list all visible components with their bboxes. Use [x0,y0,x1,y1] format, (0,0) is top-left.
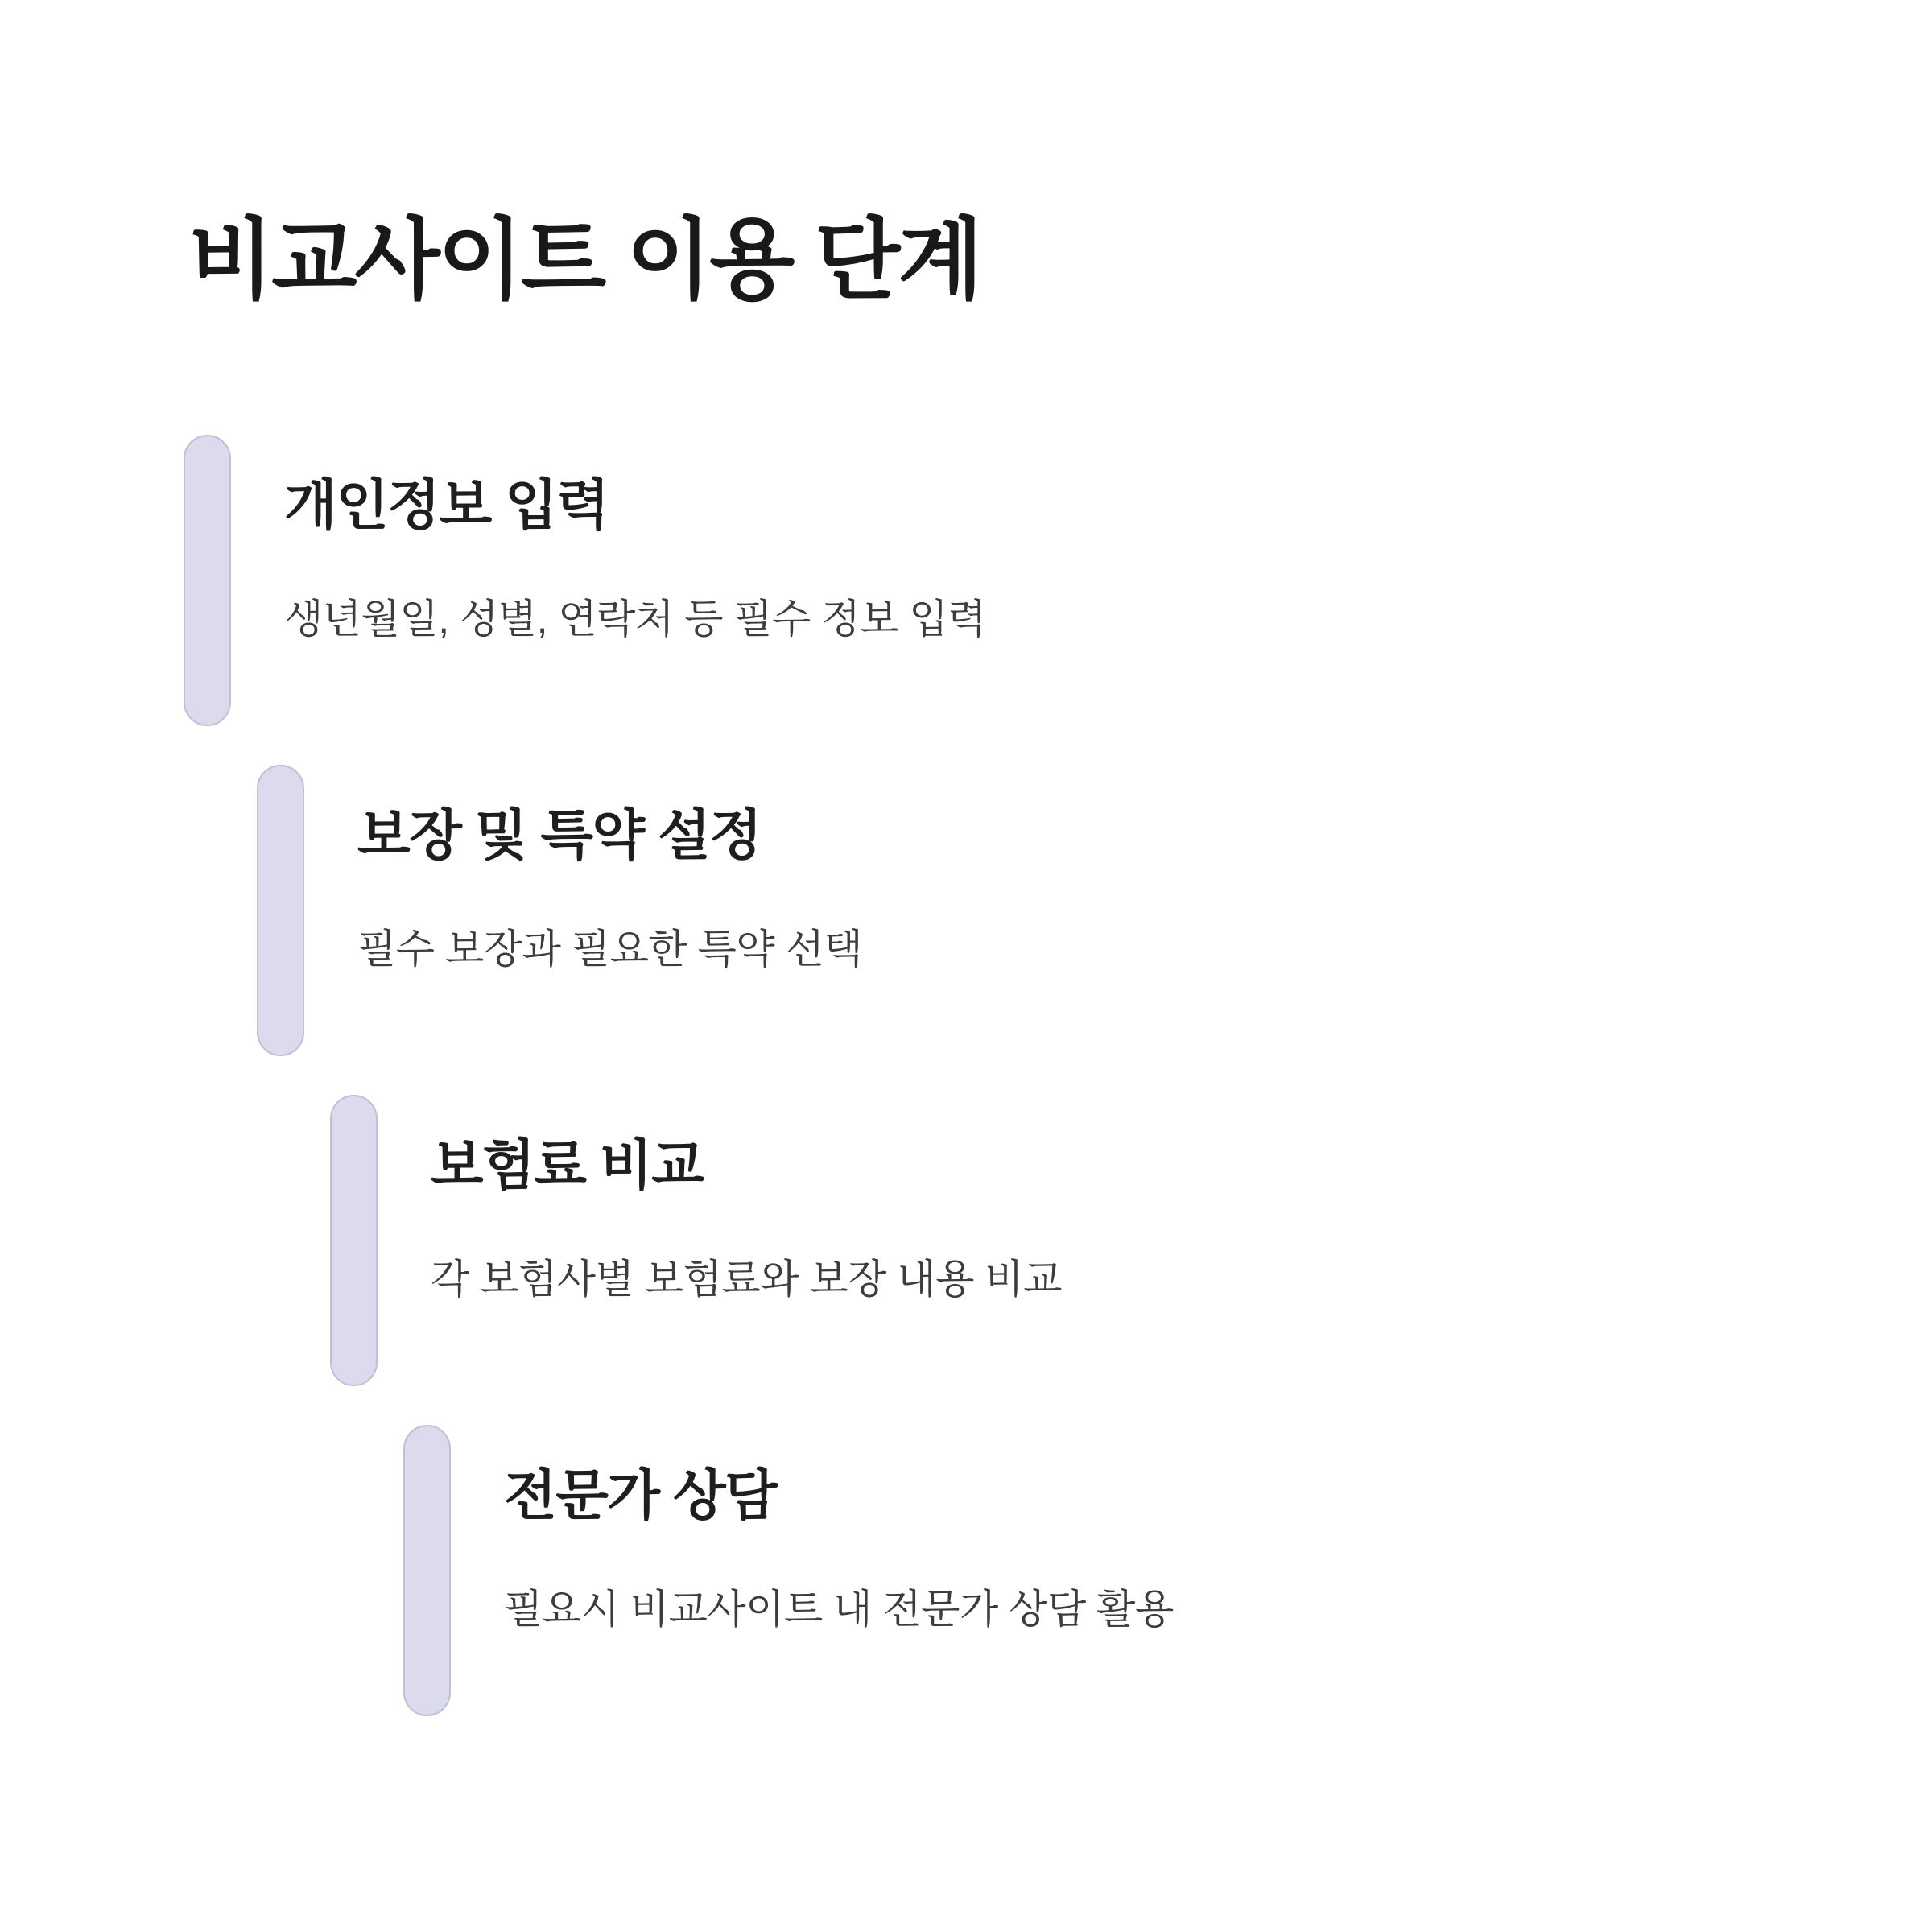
step-description: 각 보험사별 보험료와 보장 내용 비교 [431,1257,1062,1302]
page-title: 비교사이트 이용 단계 [188,211,981,310]
step-description: 필요시 비교사이트 내 전문가 상담 활용 [504,1587,1174,1632]
step-item-3 [330,1095,1860,1386]
step-bar [184,435,231,726]
step-title: 전문가 상담 [504,1465,777,1526]
step-title: 보험료 비교 [431,1135,704,1196]
step-title: 개인정보 입력 [284,475,609,536]
step-bar [257,765,304,1056]
step-item-2 [257,765,1786,1056]
step-description: 필수 보장과 필요한 특약 선택 [357,927,863,972]
step-title: 보장 및 특약 설정 [357,805,762,866]
step-item-4 [403,1425,1932,1716]
step-item-1 [184,435,1713,726]
step-description: 생년월일, 성별, 연락처 등 필수 정보 입력 [284,597,986,642]
step-bar [403,1425,451,1716]
step-bar [330,1095,378,1386]
